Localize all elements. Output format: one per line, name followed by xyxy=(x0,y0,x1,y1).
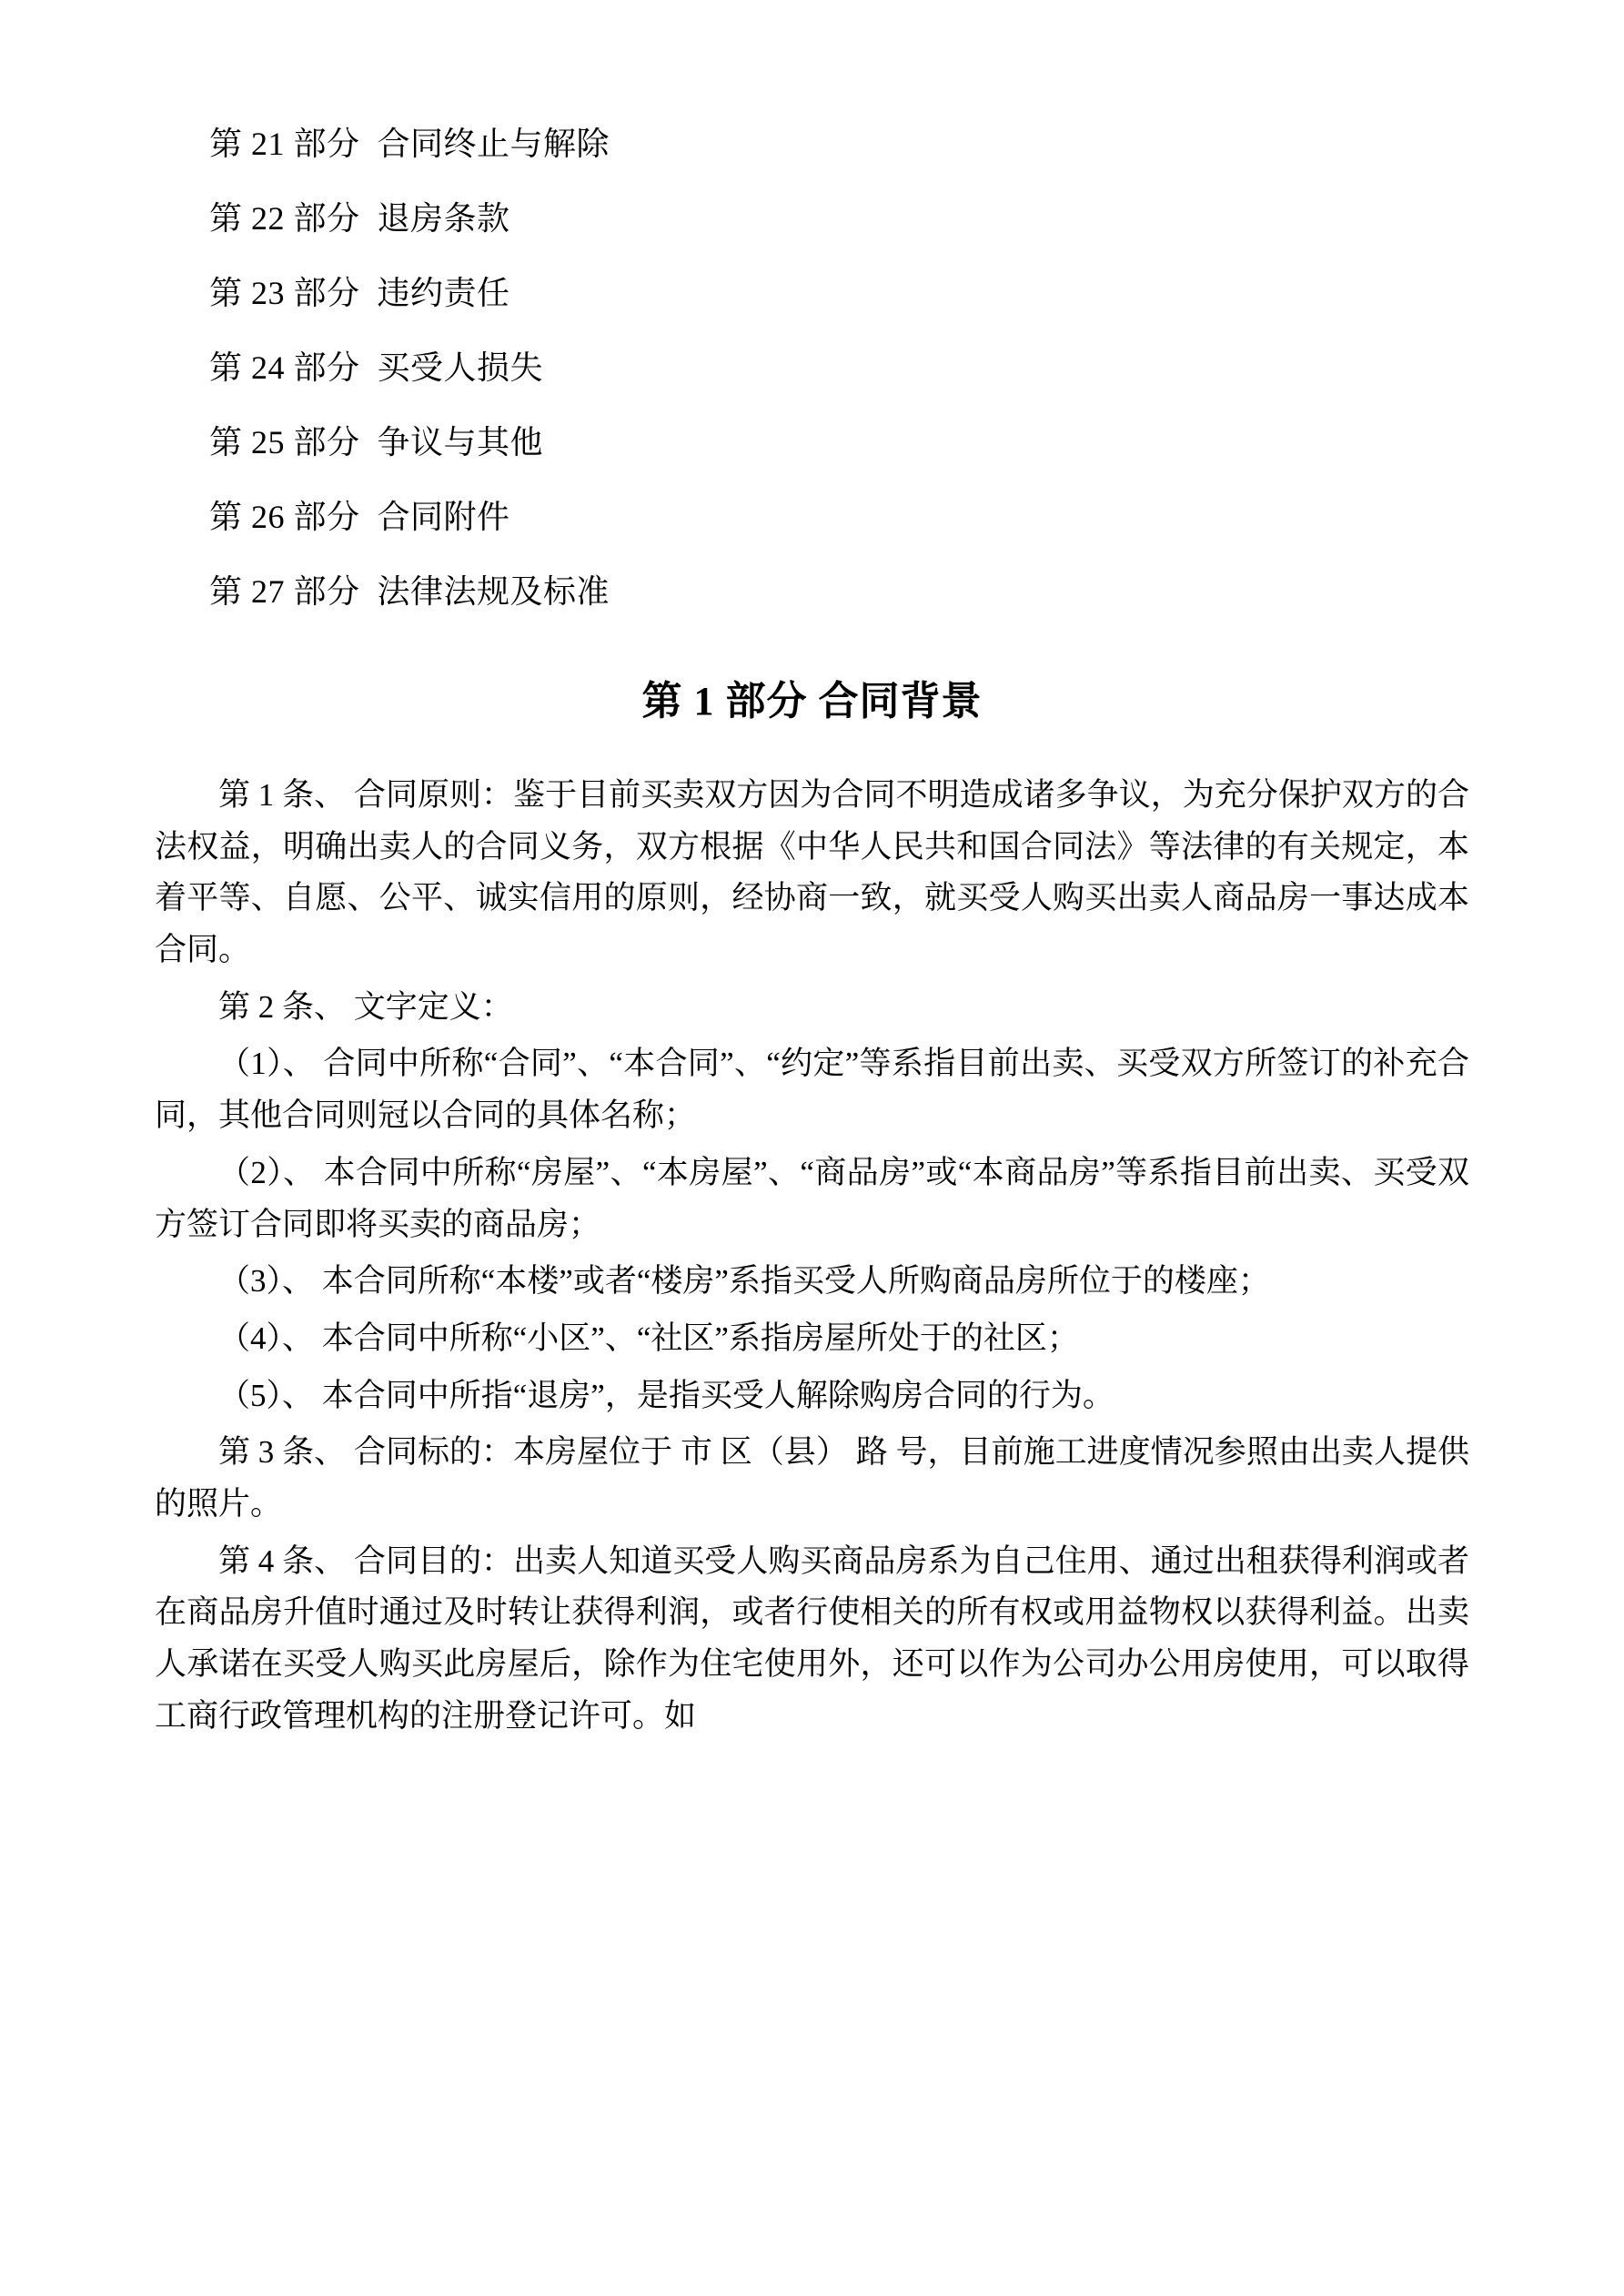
paragraph-article-1: 第 1 条、 合同原则：鉴于目前买卖双方因为合同不明造成诸多争议，为充分保护双方的合法权益，明确出卖人的合同义务，双方根据《中华人民共和国合同法》等法律的有关规定，本着平等、自愿、公平、诚实信用的原则，经协商一致，就买受人购买出卖人商品房一事达成本合同。 xyxy=(155,777,1469,968)
paragraph-article-3: 第 3 条、 合同标的：本房屋位于 市 区（县） 路 号，目前施工进度情况参照由出卖人提供的照片。 xyxy=(155,1434,1469,1522)
paragraph-definition-5: （5）、 本合同中所指“退房”，是指买受人解除购房合同的行为。 xyxy=(218,1377,1115,1413)
paragraph-article-2: 第 2 条、 文字定义： xyxy=(218,988,513,1025)
section-heading: 第 1 部分 合同背景 xyxy=(641,679,983,723)
toc-entry: 第 24 部分 买受人损失 xyxy=(209,349,544,386)
paragraph-article-4: 第 4 条、 合同目的：出卖人知道买受人购买商品房系为自己住用、通过出租获得利润或者在商品房升值时通过及时转让获得利润，或者行使相关的所有权或用益物权以获得利益。出卖人承诺在买受人购买此房屋后，除作为住宅使用外，还可以作为公司办公用房使用，可以取得工商行政管理机构的注册登记许可。如 xyxy=(155,1542,1469,1734)
toc-entry: 第 26 部分 合同附件 xyxy=(209,499,510,535)
paragraph-definition-4: （4）、 本合同中所称“小区”、“社区”系指房屋所处于的社区； xyxy=(218,1320,1079,1356)
toc-entry: 第 21 部分 合同终止与解除 xyxy=(209,126,610,162)
table-of-contents xyxy=(155,127,1469,608)
paragraph-definition-2: （2）、 本合同中所称“房屋”、“本房屋”、“商品房”或“本商品房”等系指目前出卖、买受双方签订合同即将买卖的商品房； xyxy=(155,1154,1469,1242)
paragraph-definition-3: （3）、 本合同所称“本楼”或者“楼房”系指买受人所购商品房所位于的楼座； xyxy=(218,1263,1270,1300)
toc-entry: 第 22 部分 退房条款 xyxy=(209,200,510,237)
toc-entry: 第 25 部分 争议与其他 xyxy=(209,424,544,460)
toc-entry: 第 27 部分 法律法规及标准 xyxy=(209,573,610,610)
document-body xyxy=(155,770,1469,1742)
paragraph-definition-1: （1）、 合同中所称“合同”、“本合同”、“约定”等系指目前出卖、买受双方所签订的补充合同，其他合同则冠以合同的具体名称； xyxy=(155,1046,1469,1134)
toc-entry: 第 23 部分 违约责任 xyxy=(209,275,510,311)
